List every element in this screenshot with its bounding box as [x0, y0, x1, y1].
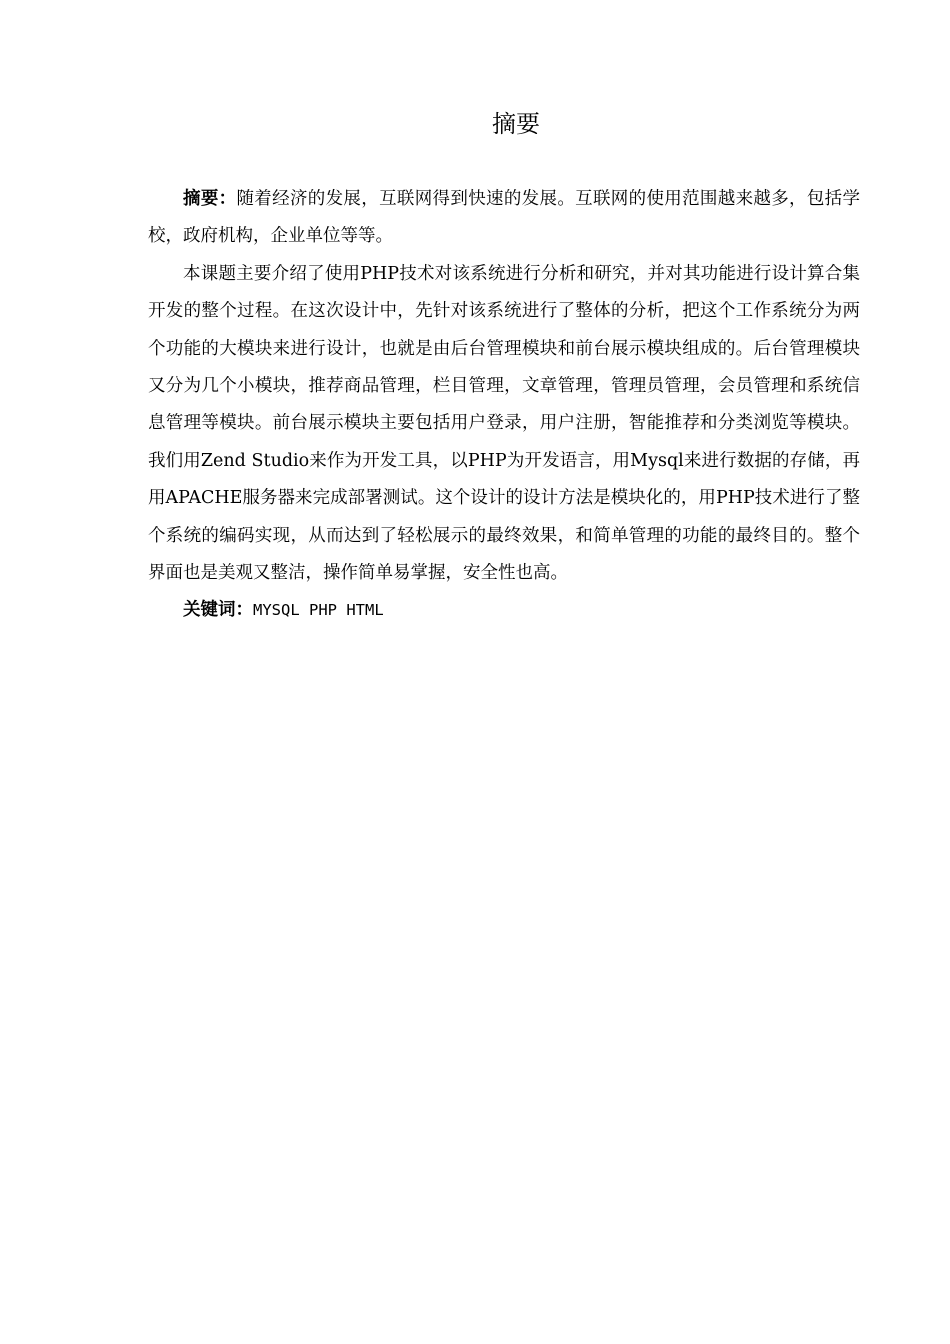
keywords-label: 关键词：: [183, 600, 253, 621]
abstract-paragraph: [148, 181, 860, 256]
abstract-body: [148, 181, 860, 630]
abstract-text: 随着经济的发展，互联网得到快速的发展。互联网的使用范围越来越多，包括学校，政府机构，企业单位等等。: [148, 189, 861, 247]
page-title: 摘要: [492, 110, 540, 138]
abstract-label: 摘要：: [183, 189, 237, 209]
keywords-paragraph: [148, 592, 860, 629]
main-paragraph: 本课题主要介绍了使用PHP技术对该系统进行分析和研究，并对其功能进行设计算合集开发的整个过程。在这次设计中，先针对该系统进行了整体的分析，把这个工作系统分为两个功能的大模块来进行设计，也就是由后台管理模块和前台展示模块组成的。后台管理模块又分为几个小模块，推荐商品管理，栏目管理，文章管理，管理员管理，会员管理和系统信息管理等模块。前台展示模块主要包括用户登录，用户注册，智能推荐和分类浏览等模块。我们用Zend Studio来作为开发工具，以PHP为开发语言，用Mysql来进行数据的存储，再用APACHE服务器来完成部署测试。这个设计的设计方法是模块化的，用PHP技术进行了整个系统的编码实现，从而达到了轻松展示的最终效果，和简单管理的功能的最终目的。整个界面也是美观又整洁，操作简单易掌握，安全性也高。: [148, 263, 860, 584]
keywords-text: MYSQL PHP HTML: [253, 601, 384, 620]
